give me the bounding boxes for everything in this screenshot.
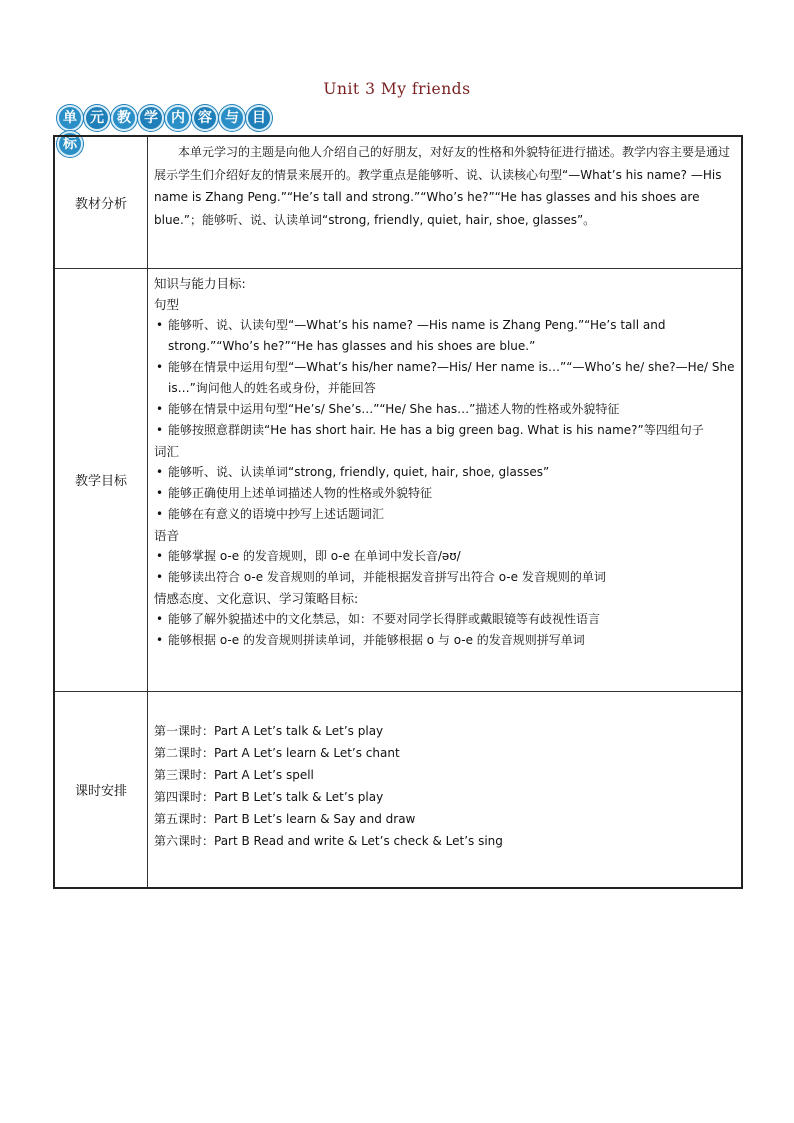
banner-char: 元 [84, 105, 110, 131]
page-title: Unit 3 My friends [323, 80, 471, 98]
goal-item: • 能够正确使用上述单词描述人物的性格或外貌特征 [154, 483, 735, 504]
goal-item: • 能够在有意义的语境中抄写上述话题词汇 [154, 504, 735, 525]
lesson-item: 第一课时：Part A Let’s talk & Let’s play [154, 723, 384, 738]
lesson-item: 第六课时：Part B Read and write & Let’s check & Let’s sing [154, 833, 503, 848]
table-row [54, 691, 742, 888]
goal-item: • 能够读出符合 o-e 发音规则的单词，并能根据发音拼写出符合 o-e 发音规则的单词 [154, 567, 735, 588]
goal-heading: 句型 [154, 296, 180, 312]
goal-item: • 能够在情景中运用句型“—What’s his/her name?—His/ Her name is…”“—Who’s he/ she?—He/ She is…”询问他人的姓名或身份，并能回答 [154, 357, 735, 399]
row-label: 教材分析 [54, 136, 148, 268]
goal-item: • 能够按照意群朗读“He has short hair. He has a big green bag. What is his name?”等四组句子 [154, 420, 735, 441]
lesson-item: 第二课时：Part A Let’s learn & Let’s chant [154, 745, 400, 760]
section-banner [57, 105, 289, 152]
goal-item: • 能够在情景中运用句型“He’s/ She’s…”“He/ She has…”描述人物的性格或外貌特征 [154, 399, 735, 420]
banner-char: 目 [246, 105, 272, 131]
goal-heading: 语音 [154, 527, 180, 543]
row-content [148, 136, 743, 268]
analysis-paragraph: 本单元学习的主题是向他人介绍自己的好朋友，对好友的性格和外貌特征进行描述。教学内容主要是通过展示学生们介绍好友的情景来展开的。教学重点是能够听、说、认读核心句型“—What’s his name? —His name is Zhang Peng.”“He’s tall and strong.”“Who’s he?”“He has glasses and his shoes are blue.”；能够听、说、认读单词“strong, friendly, quiet, hair, shoe, glasses”。 [154, 145, 731, 227]
row-label: 课时安排 [54, 691, 148, 888]
table-row [54, 268, 742, 691]
banner-char: 标 [57, 131, 83, 157]
lesson-item: 第五课时：Part B Let’s learn & Say and draw [154, 811, 416, 826]
lesson-item: 第四课时：Part B Let’s talk & Let’s play [154, 789, 384, 804]
banner-char: 学 [138, 105, 164, 131]
goal-heading: 词汇 [154, 443, 180, 459]
row-label: 教学目标 [54, 268, 148, 691]
goal-item: • 能够听、说、认读句型“—What’s his name? —His name is Zhang Peng.”“He’s tall and strong.”“Who’s he?”“He has glasses and his shoes are blue.” [154, 315, 735, 357]
banner-char: 教 [111, 105, 137, 131]
banner-char: 单 [57, 105, 83, 131]
goal-item: • 能够根据 o-e 的发音规则拼读单词，并能够根据 o 与 o-e 的发音规则拼写单词 [154, 630, 735, 651]
row-content [148, 691, 743, 888]
banner-char: 内 [165, 105, 191, 131]
banner-char: 容 [192, 105, 218, 131]
goal-heading: 知识与能力目标: [154, 275, 246, 291]
goal-heading: 情感态度、文化意识、学习策略目标: [154, 590, 359, 606]
goal-item: • 能够听、说、认读单词“strong, friendly, quiet, hair, shoe, glasses” [154, 462, 735, 483]
lesson-item: 第三课时：Part A Let’s spell [154, 767, 314, 782]
banner-char: 与 [219, 105, 245, 131]
row-content [148, 268, 743, 691]
unit-plan-table [53, 135, 743, 889]
goal-item: • 能够了解外貌描述中的文化禁忌，如：不要对同学长得胖或戴眼镜等有歧视性语言 [154, 609, 735, 630]
goal-item: • 能够掌握 o-e 的发音规则，即 o-e 在单词中发长音/əʊ/ [154, 546, 735, 567]
table-row [54, 136, 742, 268]
